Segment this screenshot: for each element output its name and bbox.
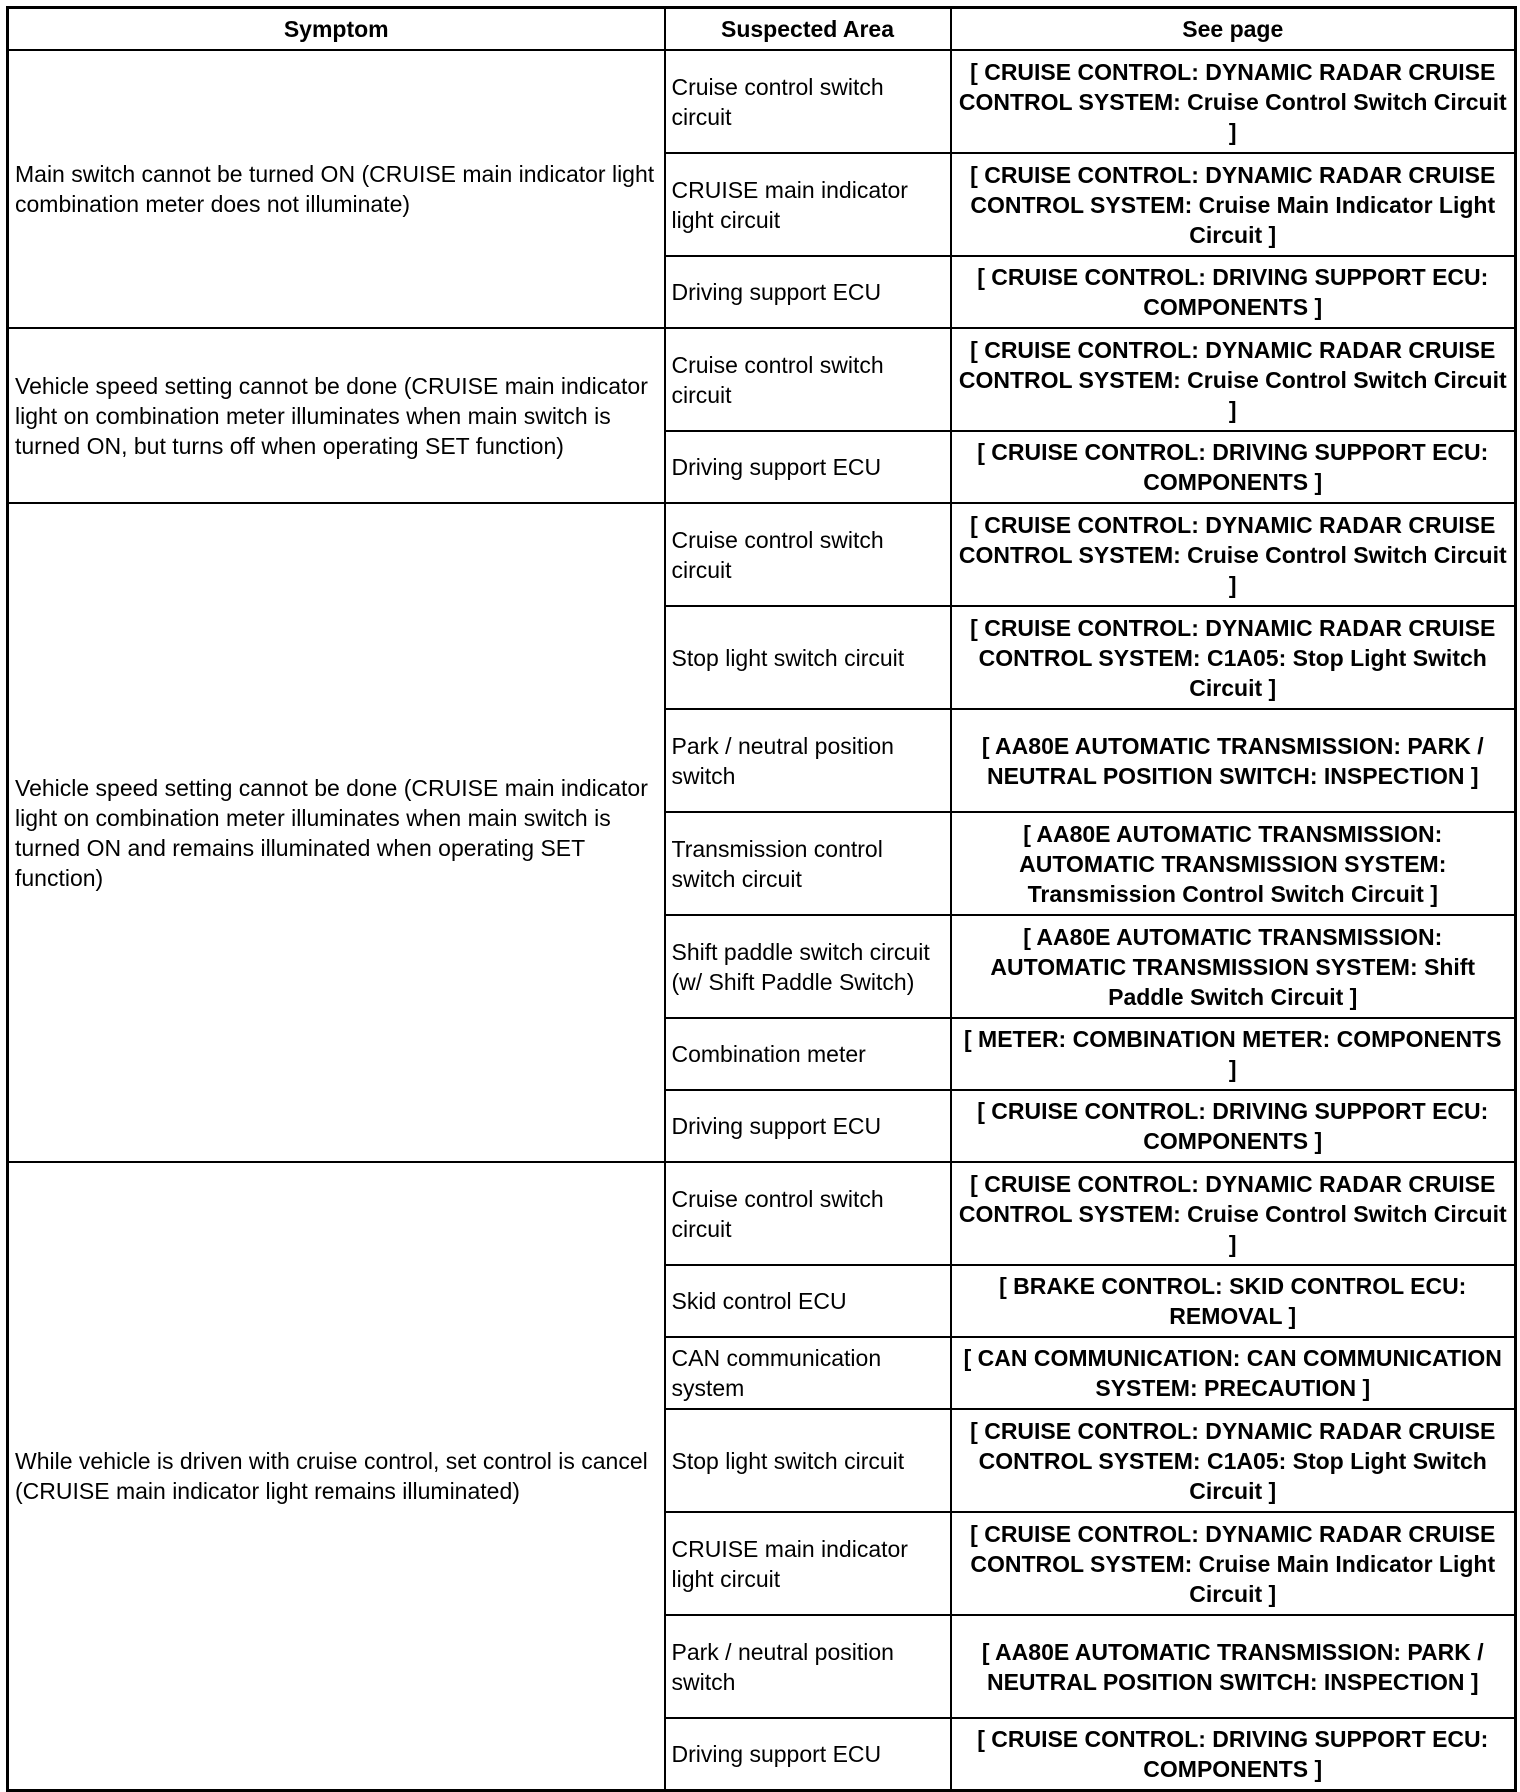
suspected-area-cell: Stop light switch circuit [665, 606, 951, 709]
symptom-cell: While vehicle is driven with cruise control, set control is cancel (CRUISE main indicator light remains illuminated) [8, 1162, 665, 1790]
see-page-link[interactable]: [ CRUISE CONTROL: DYNAMIC RADAR CRUISE CONTROL SYSTEM: Cruise Main Indicator Light Circuit ] [951, 1512, 1516, 1615]
see-page-link[interactable]: [ AA80E AUTOMATIC TRANSMISSION: PARK / NEUTRAL POSITION SWITCH: INSPECTION ] [951, 709, 1516, 812]
suspected-area-cell: Driving support ECU [665, 256, 951, 328]
see-page-link[interactable]: [ CRUISE CONTROL: DRIVING SUPPORT ECU: COMPONENTS ] [951, 1718, 1516, 1790]
table-row [8, 1162, 1516, 1265]
troubleshooting-table [6, 6, 1517, 1792]
table-row [8, 328, 1516, 431]
suspected-area-cell: Stop light switch circuit [665, 1409, 951, 1512]
see-page-link[interactable]: [ CRUISE CONTROL: DYNAMIC RADAR CRUISE CONTROL SYSTEM: Cruise Control Switch Circuit ] [951, 50, 1516, 153]
suspected-area-cell: Driving support ECU [665, 1090, 951, 1162]
suspected-area-cell: Cruise control switch circuit [665, 503, 951, 606]
suspected-area-cell: Shift paddle switch circuit (w/ Shift Paddle Switch) [665, 915, 951, 1018]
suspected-area-cell: Cruise control switch circuit [665, 1162, 951, 1265]
see-page-link[interactable]: [ CRUISE CONTROL: DRIVING SUPPORT ECU: COMPONENTS ] [951, 256, 1516, 328]
see-page-link[interactable]: [ CRUISE CONTROL: DYNAMIC RADAR CRUISE CONTROL SYSTEM: C1A05: Stop Light Switch Circuit ] [951, 606, 1516, 709]
suspected-area-cell: Transmission control switch circuit [665, 812, 951, 915]
see-page-link[interactable]: [ AA80E AUTOMATIC TRANSMISSION: PARK / NEUTRAL POSITION SWITCH: INSPECTION ] [951, 1615, 1516, 1718]
troubleshooting-table-container [6, 6, 1514, 1792]
see-page-link[interactable]: [ AA80E AUTOMATIC TRANSMISSION: AUTOMATIC TRANSMISSION SYSTEM: Shift Paddle Switch Circuit ] [951, 915, 1516, 1018]
header-row [8, 8, 1516, 51]
header-suspected-area: Suspected Area [665, 8, 951, 51]
suspected-area-cell: Cruise control switch circuit [665, 50, 951, 153]
table-row [8, 503, 1516, 606]
suspected-area-cell: Skid control ECU [665, 1265, 951, 1337]
suspected-area-cell: Park / neutral position switch [665, 709, 951, 812]
see-page-link[interactable]: [ CRUISE CONTROL: DYNAMIC RADAR CRUISE CONTROL SYSTEM: C1A05: Stop Light Switch Circuit ] [951, 1409, 1516, 1512]
table-row [8, 50, 1516, 153]
suspected-area-cell: Park / neutral position switch [665, 1615, 951, 1718]
see-page-link[interactable]: [ CAN COMMUNICATION: CAN COMMUNICATION SYSTEM: PRECAUTION ] [951, 1337, 1516, 1409]
see-page-link[interactable]: [ METER: COMBINATION METER: COMPONENTS ] [951, 1018, 1516, 1090]
see-page-link[interactable]: [ CRUISE CONTROL: DYNAMIC RADAR CRUISE CONTROL SYSTEM: Cruise Control Switch Circuit ] [951, 1162, 1516, 1265]
suspected-area-cell: Driving support ECU [665, 1718, 951, 1790]
see-page-link[interactable]: [ CRUISE CONTROL: DRIVING SUPPORT ECU: COMPONENTS ] [951, 1090, 1516, 1162]
suspected-area-cell: Combination meter [665, 1018, 951, 1090]
suspected-area-cell: CAN communication system [665, 1337, 951, 1409]
see-page-link[interactable]: [ CRUISE CONTROL: DYNAMIC RADAR CRUISE CONTROL SYSTEM: Cruise Control Switch Circuit ] [951, 503, 1516, 606]
see-page-link[interactable]: [ BRAKE CONTROL: SKID CONTROL ECU: REMOVAL ] [951, 1265, 1516, 1337]
symptom-cell: Vehicle speed setting cannot be done (CRUISE main indicator light on combination meter illuminates when main switch is turned ON and remains illuminated when operating SET function) [8, 503, 665, 1162]
suspected-area-cell: Cruise control switch circuit [665, 328, 951, 431]
symptom-cell: Vehicle speed setting cannot be done (CRUISE main indicator light on combination meter illuminates when main switch is turned ON, but turns off when operating SET function) [8, 328, 665, 503]
suspected-area-cell: CRUISE main indicator light circuit [665, 153, 951, 256]
see-page-link[interactable]: [ CRUISE CONTROL: DYNAMIC RADAR CRUISE CONTROL SYSTEM: Cruise Main Indicator Light Circuit ] [951, 153, 1516, 256]
symptom-cell: Main switch cannot be turned ON (CRUISE main indicator light combination meter does not illuminate) [8, 50, 665, 328]
suspected-area-cell: CRUISE main indicator light circuit [665, 1512, 951, 1615]
header-symptom: Symptom [8, 8, 665, 51]
suspected-area-cell: Driving support ECU [665, 431, 951, 503]
see-page-link[interactable]: [ CRUISE CONTROL: DYNAMIC RADAR CRUISE CONTROL SYSTEM: Cruise Control Switch Circuit ] [951, 328, 1516, 431]
header-see-page: See page [951, 8, 1516, 51]
see-page-link[interactable]: [ AA80E AUTOMATIC TRANSMISSION: AUTOMATIC TRANSMISSION SYSTEM: Transmission Control Switch Circuit ] [951, 812, 1516, 915]
see-page-link[interactable]: [ CRUISE CONTROL: DRIVING SUPPORT ECU: COMPONENTS ] [951, 431, 1516, 503]
